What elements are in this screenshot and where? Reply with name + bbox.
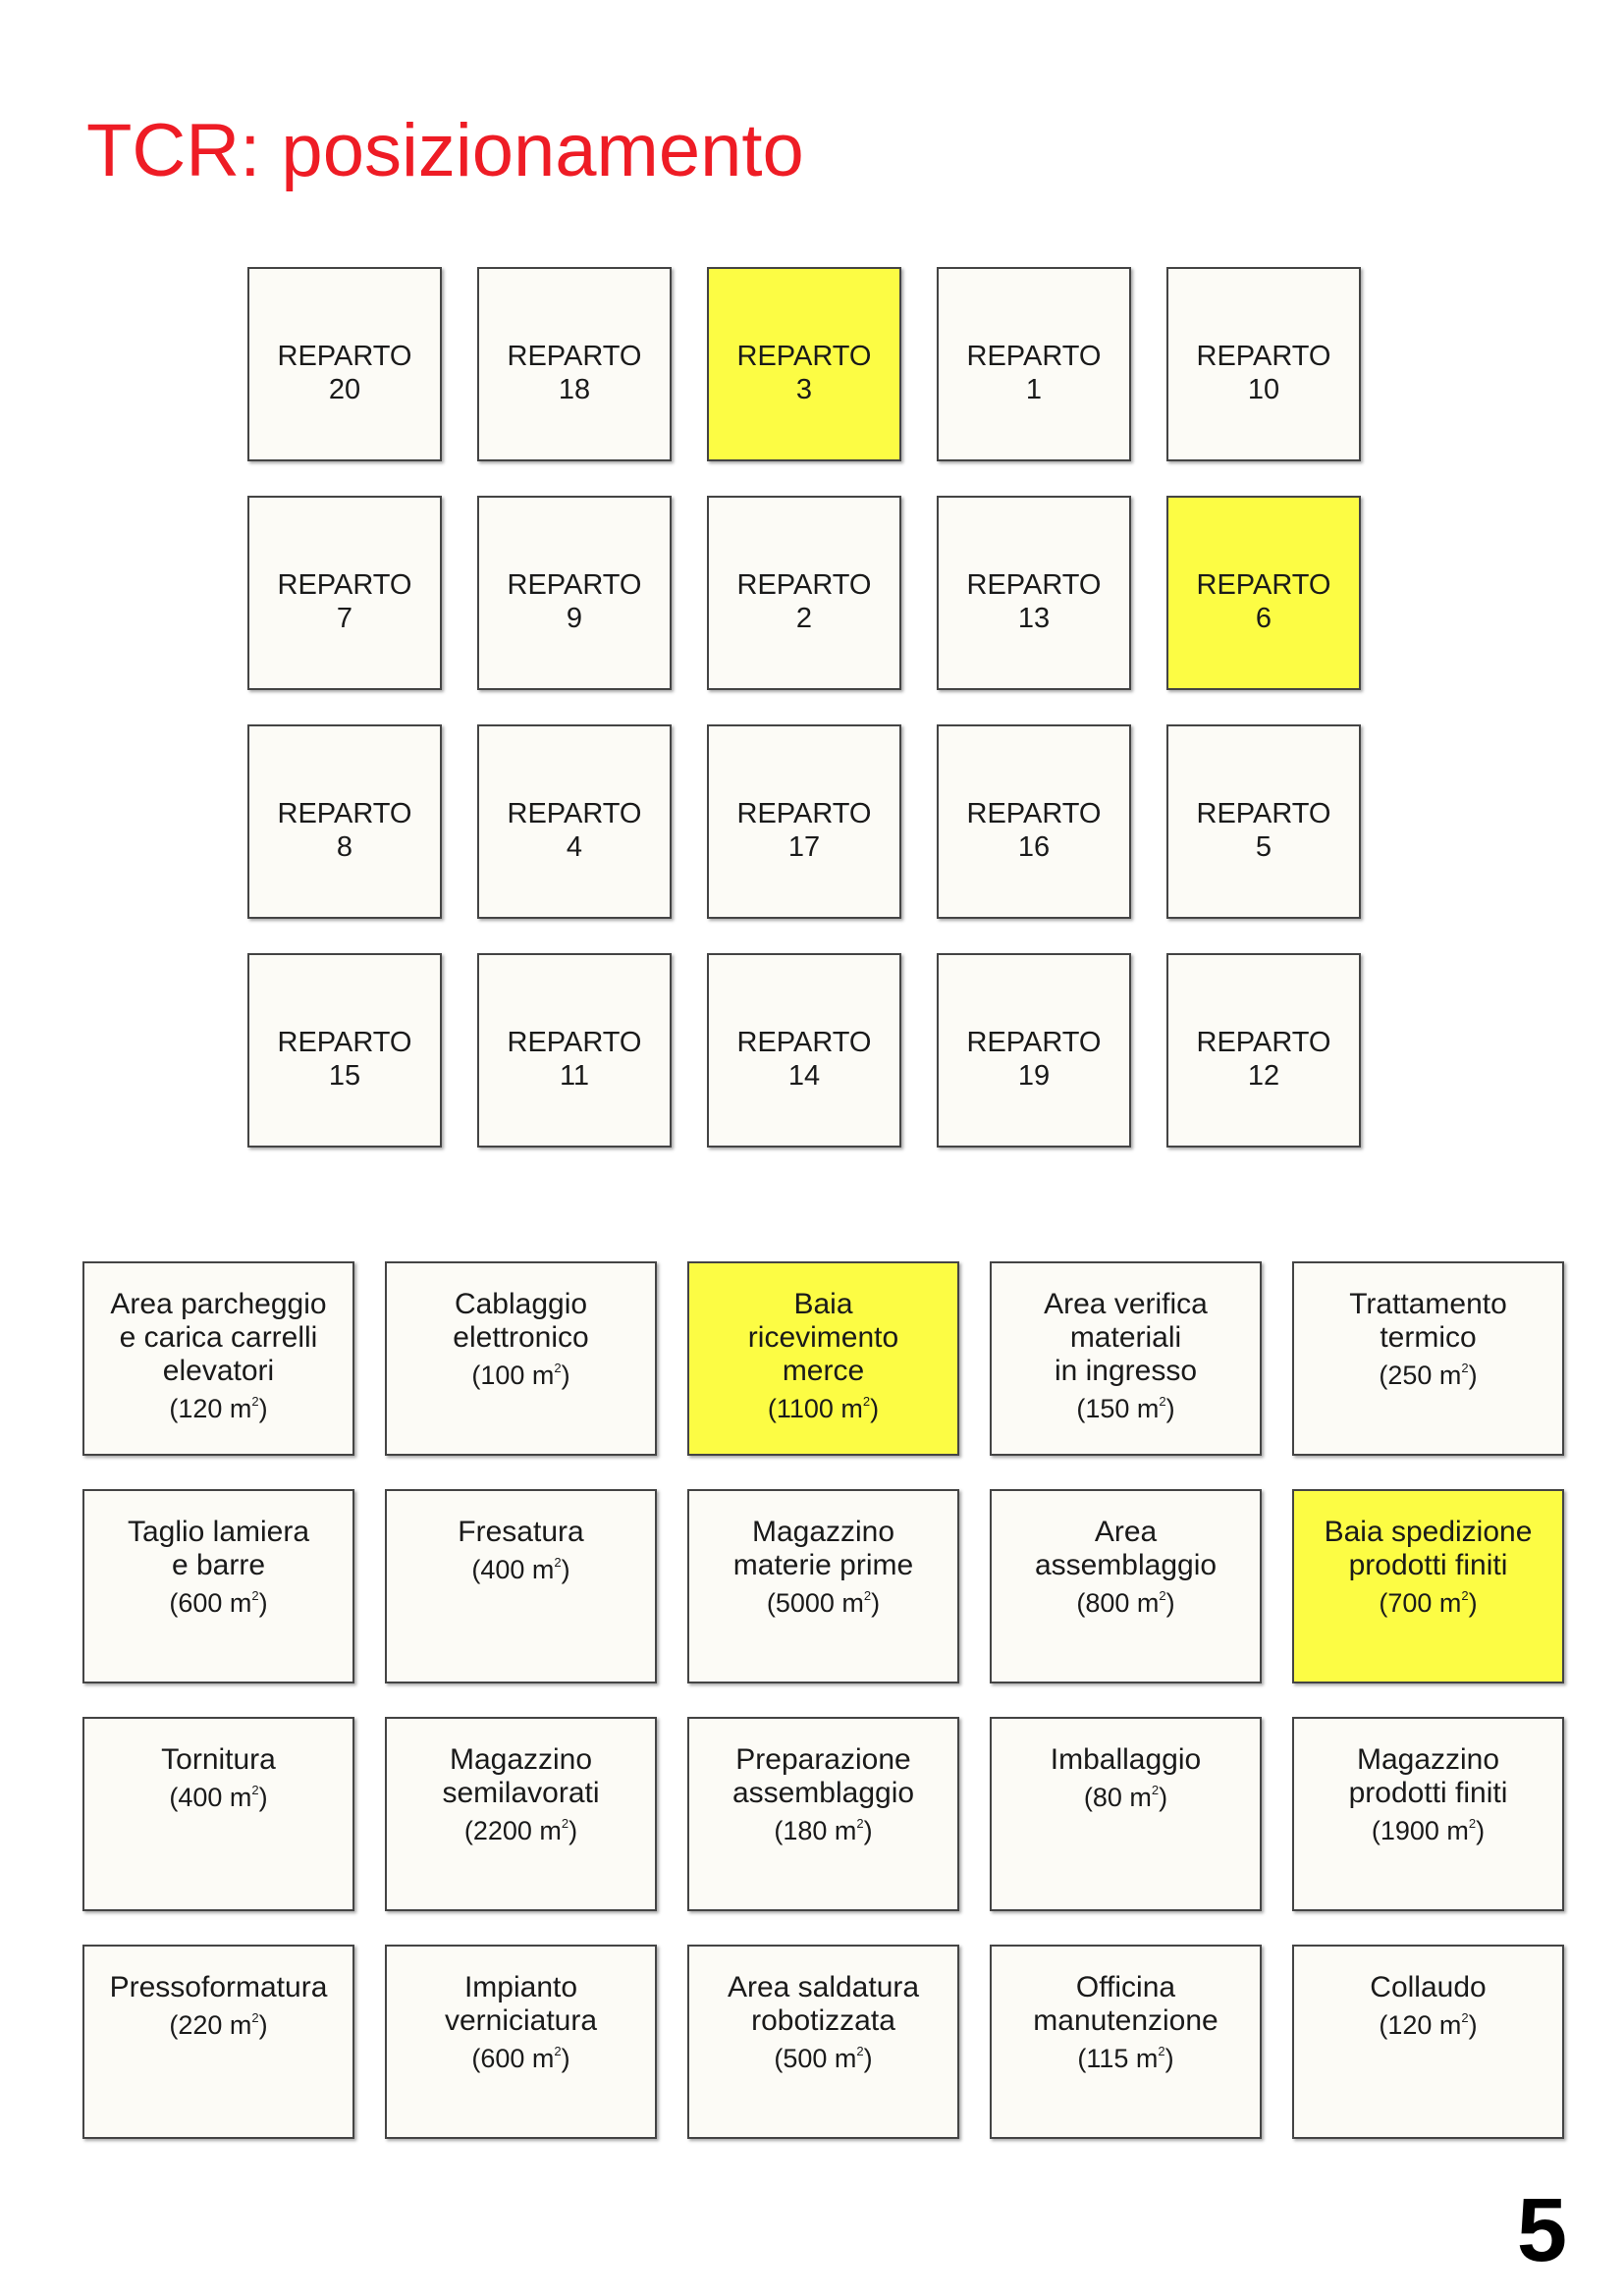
area-name-line: merce xyxy=(782,1355,865,1387)
area-cell xyxy=(82,1945,354,2139)
area-name-line: Cablaggio xyxy=(454,1288,588,1320)
reparto-label: REPARTO xyxy=(1196,341,1331,372)
reparto-label: REPARTO xyxy=(736,341,872,372)
reparto-label: REPARTO xyxy=(736,798,872,829)
area-size: (80 $m^2$) xyxy=(1083,1783,1168,1812)
area-unit: m xyxy=(841,1588,864,1618)
area-unit: m xyxy=(1438,2010,1462,2040)
reparto-cell xyxy=(707,496,901,690)
area-size: (120 $m^2$) xyxy=(1379,2010,1478,2040)
area-unit: m xyxy=(1438,1588,1462,1618)
area-name-line: elettronico xyxy=(453,1321,589,1354)
area-name-line: Baia xyxy=(793,1288,853,1320)
reparto-label: REPARTO xyxy=(966,569,1102,601)
area-name-line: prodotti finiti xyxy=(1348,1777,1508,1809)
area-cell xyxy=(82,1261,354,1456)
reparto-number: 18 xyxy=(558,374,591,405)
area-value: 2200 xyxy=(472,1816,532,1845)
area-unit: m xyxy=(531,2044,555,2073)
area-unit-exponent: 2 xyxy=(1461,1588,1469,1603)
area-cell xyxy=(385,1945,657,2139)
reparto-label: REPARTO xyxy=(966,341,1102,372)
area-value: 1100 xyxy=(776,1394,834,1423)
reparto-number: 15 xyxy=(328,1060,361,1092)
area-size: (220 $m^2$) xyxy=(169,2010,268,2040)
reparto-cell xyxy=(937,496,1131,690)
area-cell xyxy=(385,1489,657,1683)
area-unit-exponent: 2 xyxy=(251,1588,259,1603)
area-value: 180 xyxy=(783,1816,828,1845)
reparto-label: REPARTO xyxy=(1196,1027,1331,1058)
reparto-cell xyxy=(937,267,1131,461)
area-cell xyxy=(990,1261,1262,1456)
area-size: (400 $m^2$) xyxy=(471,1555,570,1584)
reparto-number: 1 xyxy=(1025,374,1043,405)
reparto-cell xyxy=(247,724,442,919)
area-size: (1900 $m^2$) xyxy=(1371,1816,1486,1845)
area-name-line: assemblaggio xyxy=(731,1777,915,1809)
area-size: (150 $m^2$) xyxy=(1076,1394,1175,1423)
reparto-number: 4 xyxy=(566,831,583,863)
area-size: (600 $m^2$) xyxy=(169,1588,268,1618)
area-cell xyxy=(687,1945,959,2139)
area-size: (500 $m^2$) xyxy=(774,2044,873,2073)
area-unit-exponent: 2 xyxy=(251,1394,259,1409)
reparto-label: REPARTO xyxy=(736,1027,872,1058)
area-cell xyxy=(687,1717,959,1911)
reparto-number: 3 xyxy=(795,374,813,405)
area-name-line: Area parcheggio xyxy=(110,1288,327,1320)
area-value: 700 xyxy=(1387,1588,1433,1618)
reparto-label: REPARTO xyxy=(1196,569,1331,601)
area-cell xyxy=(82,1489,354,1683)
area-unit-exponent: 2 xyxy=(1151,1783,1160,1797)
page-title: TCR: posizionamento xyxy=(86,109,804,192)
area-cell xyxy=(82,1717,354,1911)
area-unit-exponent: 2 xyxy=(1159,1588,1166,1603)
area-cell xyxy=(990,1489,1262,1683)
area-name-line: termico xyxy=(1380,1321,1477,1354)
reparto-label: REPARTO xyxy=(507,1027,642,1058)
area-name-line: e carica carrelli xyxy=(119,1321,318,1354)
area-value: 120 xyxy=(178,1394,223,1423)
area-size: (120 $m^2$) xyxy=(169,1394,268,1423)
area-name-line: semilavorati xyxy=(442,1777,600,1809)
area-name-line: elevatori xyxy=(162,1355,275,1387)
area-size: (400 $m^2$) xyxy=(169,1783,268,1812)
area-name-line: Preparazione xyxy=(735,1743,911,1776)
reparto-cell xyxy=(707,724,901,919)
area-unit: m xyxy=(229,1394,252,1423)
area-cell xyxy=(687,1261,959,1456)
area-name-line: Collaudo xyxy=(1370,1971,1487,2003)
area-unit-exponent: 2 xyxy=(554,1555,562,1570)
area-unit-exponent: 2 xyxy=(1158,2044,1165,2058)
area-value: 220 xyxy=(178,2010,223,2040)
reparto-number: 16 xyxy=(1017,831,1051,863)
reparto-number: 8 xyxy=(336,831,353,863)
area-name-line: Magazzino xyxy=(1356,1743,1500,1776)
area-size: (115 $m^2$) xyxy=(1077,2044,1174,2073)
area-size: (250 $m^2$) xyxy=(1379,1361,1478,1390)
area-size: (1100 $m^2$) xyxy=(767,1394,880,1423)
reparto-number: 13 xyxy=(1017,603,1051,634)
area-unit: m xyxy=(531,1555,555,1584)
reparto-number: 10 xyxy=(1247,374,1280,405)
area-name-line: e barre xyxy=(171,1549,266,1581)
area-value: 80 xyxy=(1092,1783,1122,1812)
area-value: 120 xyxy=(1387,2010,1433,2040)
reparto-number: 2 xyxy=(795,603,813,634)
area-value: 800 xyxy=(1085,1588,1130,1618)
reparto-cell xyxy=(477,496,672,690)
area-cell xyxy=(385,1717,657,1911)
area-cell xyxy=(1292,1717,1564,1911)
area-name-line: Pressoformatura xyxy=(109,1971,328,2003)
area-value: 500 xyxy=(783,2044,828,2073)
area-name-line: Imballaggio xyxy=(1050,1743,1202,1776)
area-unit-exponent: 2 xyxy=(862,1394,871,1409)
area-name-line: robotizzata xyxy=(751,2004,895,2037)
area-name-line: Tornitura xyxy=(161,1743,276,1776)
area-cell xyxy=(1292,1489,1564,1683)
area-value: 5000 xyxy=(775,1588,835,1618)
area-unit: m xyxy=(1446,1816,1469,1845)
reparto-cell xyxy=(247,953,442,1148)
area-unit-exponent: 2 xyxy=(251,1783,259,1797)
area-cell xyxy=(990,1717,1262,1911)
area-size: (180 $m^2$) xyxy=(774,1816,873,1845)
reparto-number: 7 xyxy=(336,603,353,634)
area-unit-exponent: 2 xyxy=(554,1361,562,1375)
area-unit-exponent: 2 xyxy=(1461,2010,1469,2025)
reparto-number: 14 xyxy=(787,1060,821,1092)
area-name-line: Taglio lamiera xyxy=(127,1516,310,1548)
area-name-line: ricevimento xyxy=(747,1321,899,1354)
area-value: 400 xyxy=(178,1783,223,1812)
area-name-line: Area verifica xyxy=(1044,1288,1208,1320)
reparto-label: REPARTO xyxy=(736,569,872,601)
reparto-cell xyxy=(477,724,672,919)
area-size: (800 $m^2$) xyxy=(1076,1588,1175,1618)
area-unit-exponent: 2 xyxy=(251,2010,259,2025)
reparto-label: REPARTO xyxy=(277,341,412,372)
area-unit: m xyxy=(229,2010,252,2040)
area-cell xyxy=(990,1945,1262,2139)
page-number: 5 xyxy=(1516,2180,1567,2280)
area-cell xyxy=(385,1261,657,1456)
area-unit-exponent: 2 xyxy=(856,1816,864,1831)
reparto-label: REPARTO xyxy=(277,569,412,601)
area-name-line: Area saldatura xyxy=(727,1971,920,2003)
area-name-line: Trattamento xyxy=(1349,1288,1507,1320)
reparto-label: REPARTO xyxy=(966,1027,1102,1058)
area-unit: m xyxy=(531,1361,555,1390)
area-name-line: Fresatura xyxy=(458,1516,584,1548)
area-name-line: assemblaggio xyxy=(1034,1549,1218,1581)
reparto-number: 17 xyxy=(787,831,821,863)
area-name-line: materie prime xyxy=(732,1549,914,1581)
reparto-label: REPARTO xyxy=(277,798,412,829)
area-value: 1900 xyxy=(1380,1816,1439,1845)
area-cell xyxy=(1292,1945,1564,2139)
area-unit: m xyxy=(834,1816,857,1845)
area-unit-exponent: 2 xyxy=(554,2044,562,2058)
reparto-label: REPARTO xyxy=(507,341,642,372)
area-name-line: verniciatura xyxy=(444,2004,598,2037)
reparto-cell xyxy=(247,267,442,461)
area-unit: m xyxy=(229,1588,252,1618)
reparto-cell xyxy=(707,953,901,1148)
reparto-number: 11 xyxy=(559,1060,590,1092)
area-cell xyxy=(1292,1261,1564,1456)
reparto-number: 20 xyxy=(328,374,361,405)
reparto-number: 12 xyxy=(1247,1060,1280,1092)
area-name-line: in ingresso xyxy=(1054,1355,1198,1387)
area-unit: m xyxy=(539,1816,562,1845)
area-size: (600 $m^2$) xyxy=(471,2044,570,2073)
area-size: (100 $m^2$) xyxy=(471,1361,570,1390)
reparto-cell xyxy=(1166,953,1361,1148)
area-unit: m xyxy=(1136,1588,1160,1618)
area-name-line: Magazzino xyxy=(449,1743,593,1776)
area-unit: m xyxy=(1136,1394,1160,1423)
reparto-cell xyxy=(477,267,672,461)
area-name-line: Area xyxy=(1094,1516,1158,1548)
area-value: 100 xyxy=(480,1361,525,1390)
area-unit-exponent: 2 xyxy=(561,1816,569,1831)
area-size: (700 $m^2$) xyxy=(1379,1588,1478,1618)
area-name-line: Impianto xyxy=(463,1971,578,2003)
reparti-grid xyxy=(247,267,1361,1148)
reparto-label: REPARTO xyxy=(966,798,1102,829)
area-name-line: Magazzino xyxy=(751,1516,895,1548)
area-name-line: manutenzione xyxy=(1033,2004,1218,2037)
reparto-label: REPARTO xyxy=(277,1027,412,1058)
area-size: (5000 $m^2$) xyxy=(766,1588,881,1618)
area-value: 150 xyxy=(1085,1394,1130,1423)
reparto-number: 5 xyxy=(1255,831,1272,863)
area-unit-exponent: 2 xyxy=(1468,1816,1477,1831)
area-unit: m xyxy=(1438,1361,1462,1390)
area-value: 600 xyxy=(480,2044,525,2073)
area-unit-exponent: 2 xyxy=(856,2044,864,2058)
reparto-cell xyxy=(937,724,1131,919)
area-unit: m xyxy=(1129,1783,1152,1812)
area-unit: m xyxy=(229,1783,252,1812)
reparto-cell xyxy=(247,496,442,690)
reparto-cell xyxy=(937,953,1131,1148)
reparto-label: REPARTO xyxy=(507,569,642,601)
area-name-line: materiali xyxy=(1069,1321,1182,1354)
reparto-number: 9 xyxy=(566,603,583,634)
area-unit-exponent: 2 xyxy=(863,1588,872,1603)
area-unit-exponent: 2 xyxy=(1159,1394,1166,1409)
area-value: 250 xyxy=(1387,1361,1433,1390)
area-size: (2200 $m^2$) xyxy=(463,1816,578,1845)
area-value: 115 xyxy=(1086,2044,1129,2073)
area-cell xyxy=(687,1489,959,1683)
area-unit: m xyxy=(1135,2044,1159,2073)
reparto-cell xyxy=(1166,724,1361,919)
reparto-label: REPARTO xyxy=(507,798,642,829)
area-name-line: prodotti finiti xyxy=(1348,1549,1508,1581)
area-unit: m xyxy=(834,2044,857,2073)
reparto-cell xyxy=(1166,267,1361,461)
reparto-number: 19 xyxy=(1017,1060,1051,1092)
area-unit-exponent: 2 xyxy=(1461,1361,1469,1375)
aree-grid xyxy=(82,1261,1564,2139)
area-unit: m xyxy=(840,1394,863,1423)
reparto-cell xyxy=(477,953,672,1148)
reparto-cell xyxy=(1166,496,1361,690)
area-name-line: Officina xyxy=(1075,1971,1176,2003)
reparto-number: 6 xyxy=(1255,603,1272,634)
area-value: 600 xyxy=(178,1588,223,1618)
reparto-label: REPARTO xyxy=(1196,798,1331,829)
area-value: 400 xyxy=(480,1555,525,1584)
reparto-cell xyxy=(707,267,901,461)
area-name-line: Baia spedizione xyxy=(1324,1516,1533,1548)
